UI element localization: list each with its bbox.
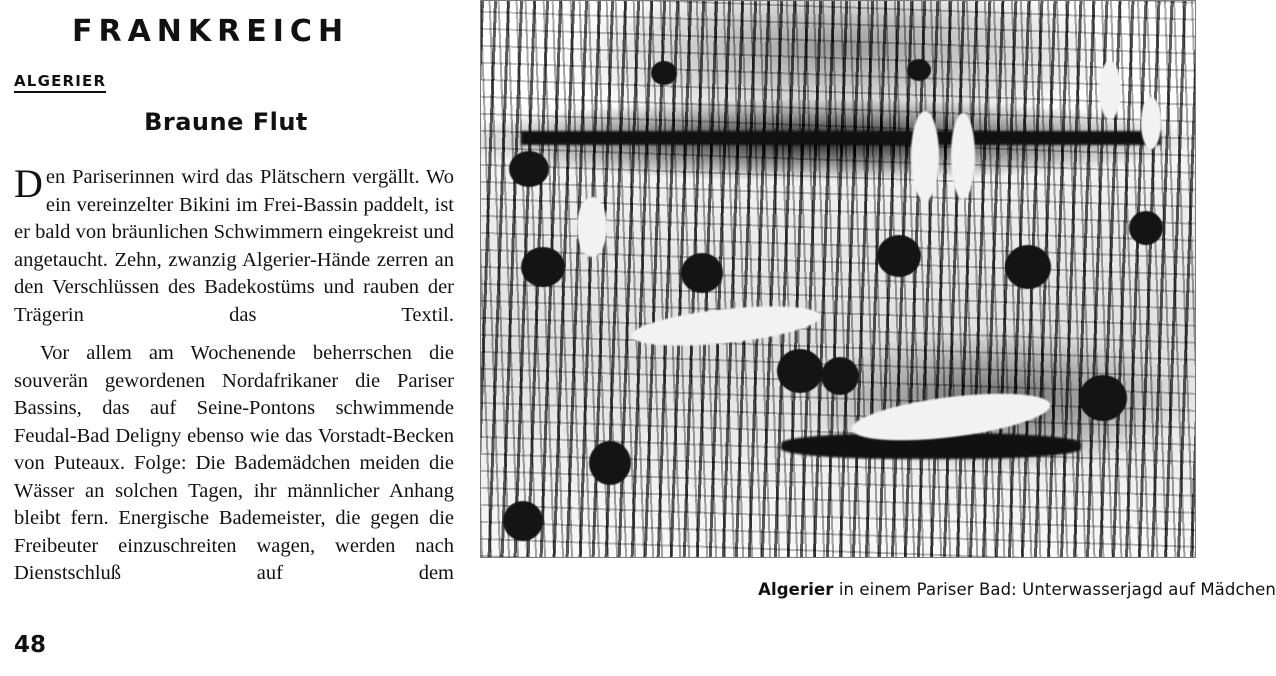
- drop-cap: D: [14, 161, 43, 206]
- page-number: 48: [14, 632, 47, 658]
- photo-figure: [777, 349, 823, 393]
- photo-figure: [577, 197, 607, 257]
- photo-figure: [1141, 97, 1161, 149]
- photo-figure: [503, 501, 543, 541]
- photo-figure: [907, 59, 931, 81]
- photo-halftone-texture: [481, 1, 1195, 557]
- article-paragraph: [14, 340, 454, 588]
- article-column: [0, 0, 470, 676]
- photo-column: [480, 0, 1276, 676]
- article-paragraph-text: en Pariserinnen wird das Plätschern vergällt. Wo ein vereinzelter Bikini im Frei-Bassin paddelt, ist er bald von bräunlichen Schwimmern eingekreist und angetaucht. Zehn, zwanzig Algerier-Hände zerren an den Verschlüssen des Badekostüms und rauben der Trägerin das Textil.: [14, 166, 454, 326]
- photo-figure: [509, 151, 549, 187]
- photo-figure: [521, 247, 565, 287]
- photo-figure: [681, 253, 723, 293]
- photo-figure: [589, 441, 631, 485]
- photo-caption: [480, 580, 1276, 599]
- photo-caption-lead: Algerier: [758, 580, 834, 599]
- photo-figure: [911, 111, 939, 201]
- photo-caption-text: in einem Pariser Bad: Unterwasserjagd auf Mädchen: [833, 580, 1276, 599]
- photo-figure: [1099, 61, 1121, 119]
- photo-figure: [1005, 245, 1051, 289]
- section-title: FRANKREICH: [72, 14, 350, 49]
- article-headline: Braune Flut: [144, 108, 308, 136]
- photo-shadow-band: [521, 131, 1161, 145]
- photo-figure: [877, 235, 921, 277]
- photo-figure: [821, 357, 859, 395]
- article-category: ALGERIER: [14, 72, 106, 93]
- article-paragraph: [14, 161, 454, 329]
- article-paragraph-text: Vor allem am Wochenende beherrschen die souverän gewordenen Nordafrikaner die Pariser Bassins, das auf Seine-Pontons schwimmende Feudal-Bad Deligny ebenso wie das Vorstadt-Becken von Puteaux. Folge: Die Bademädchen meiden die Wässer an solchen Tagen, ihr männlicher Anhang bleibt fern. Energische Bademeister, die gegen die Freibeuter einzuschreiten wagen, werden nach Dienstschluß auf dem: [14, 342, 454, 584]
- photo-figure: [951, 113, 975, 199]
- photo-figure: [1079, 375, 1127, 421]
- swimming-pool-photo: [480, 0, 1196, 558]
- photo-figure: [651, 61, 677, 85]
- photo-figure: [1129, 211, 1163, 245]
- article-body: [14, 161, 454, 599]
